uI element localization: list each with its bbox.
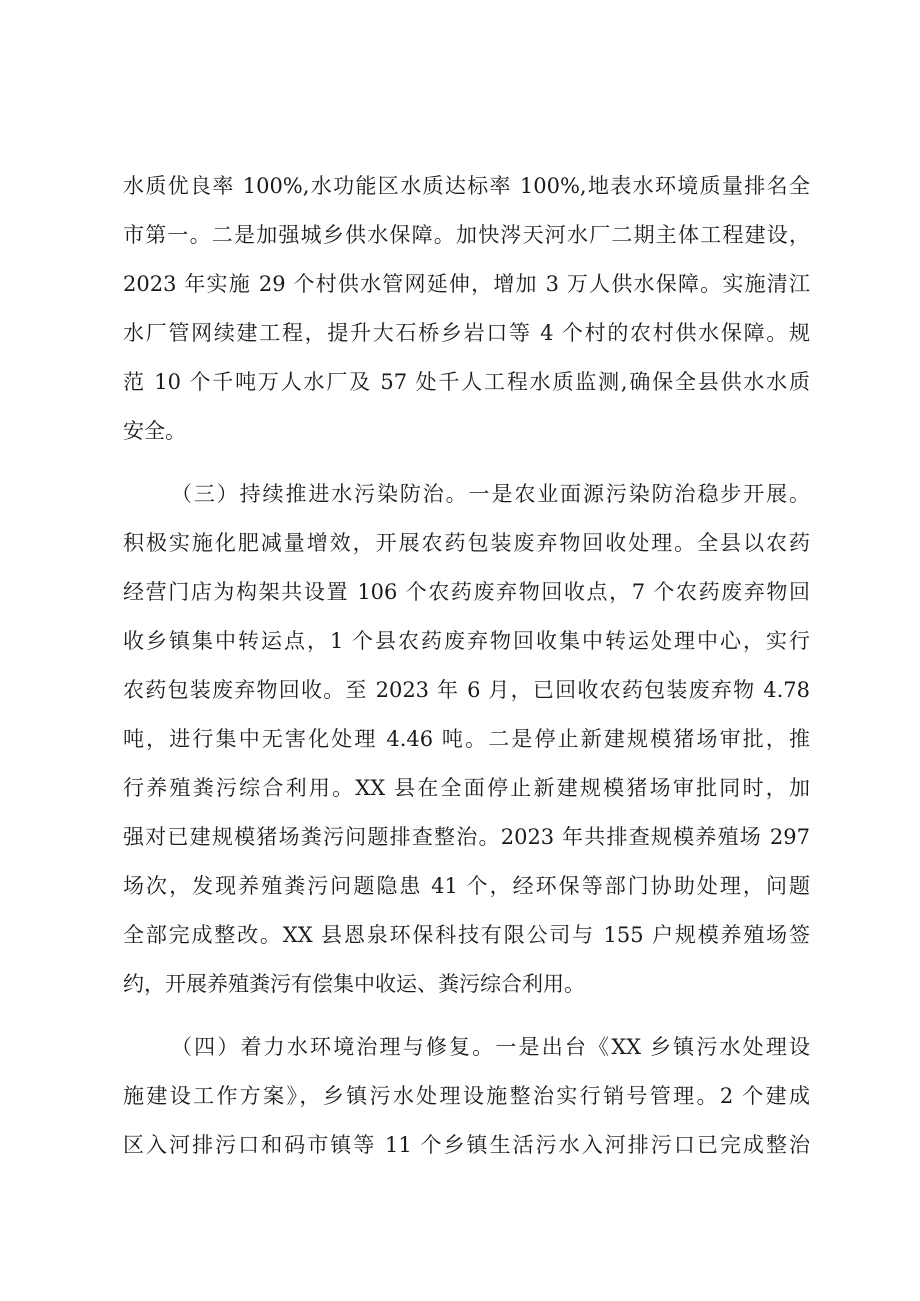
text-line: 施建设工作方案》，乡镇污水处理设施整治实行销号管理。2 个建成 xyxy=(123,1084,810,1108)
text-line: 水质优良率 100%,水功能区水质达标率 100%,地表水环境质量排名全 xyxy=(123,174,810,198)
text-line: 积极实施化肥减量增效，开展农药包装废弃物回收处理。全县以农药 xyxy=(123,531,810,555)
text-line: 安全。 xyxy=(123,419,186,443)
text-line: 全部完成整改。XX 县恩泉环保科技有限公司与 155 户规模养殖场签 xyxy=(123,923,810,947)
text-line: 区入河排污口和码市镇等 11 个乡镇生活污水入河排污口已完成整治 xyxy=(123,1133,810,1157)
section-heading-line: （四）着力水环境治理与修复。一是出台《XX 乡镇污水处理设 xyxy=(171,1035,810,1059)
section-heading-line: （三）持续推进水污染防治。一是农业面源污染防治稳步开展。 xyxy=(171,482,810,506)
text-line: 吨，进行集中无害化处理 4.46 吨。二是停止新建规模猪场审批，推 xyxy=(123,727,810,751)
text-line: 强对已建规模猪场粪污问题排查整治。2023 年共排查规模养殖场 297 xyxy=(123,825,810,849)
text-line: 市第一。二是加强城乡供水保障。加快涔天河水厂二期主体工程建设， xyxy=(123,223,810,247)
text-line: 场次，发现养殖粪污问题隐患 41 个，经环保等部门协助处理，问题 xyxy=(123,874,810,898)
text-line: 农药包装废弃物回收。至 2023 年 6 月，已回收农药包装废弃物 4.78 xyxy=(123,678,810,702)
text-line: 2023 年实施 29 个村供水管网延伸，增加 3 万人供水保障。实施清江 xyxy=(123,272,810,296)
text-line: 范 10 个千吨万人水厂及 57 处千人工程水质监测,确保全县供水水质 xyxy=(123,370,810,394)
text-line: 行养殖粪污综合利用。XX 县在全面停止新建规模猪场审批同时，加 xyxy=(123,776,810,800)
text-line: 经营门店为构架共设置 106 个农药废弃物回收点，7 个农药废弃物回 xyxy=(123,580,810,604)
text-line: 水厂管网续建工程，提升大石桥乡岩口等 4 个村的农村供水保障。规 xyxy=(123,321,810,345)
text-line: 收乡镇集中转运点，1 个县农药废弃物回收集中转运处理中心，实行 xyxy=(123,629,810,653)
text-line: 约，开展养殖粪污有偿集中收运、粪污综合利用。 xyxy=(123,972,585,996)
